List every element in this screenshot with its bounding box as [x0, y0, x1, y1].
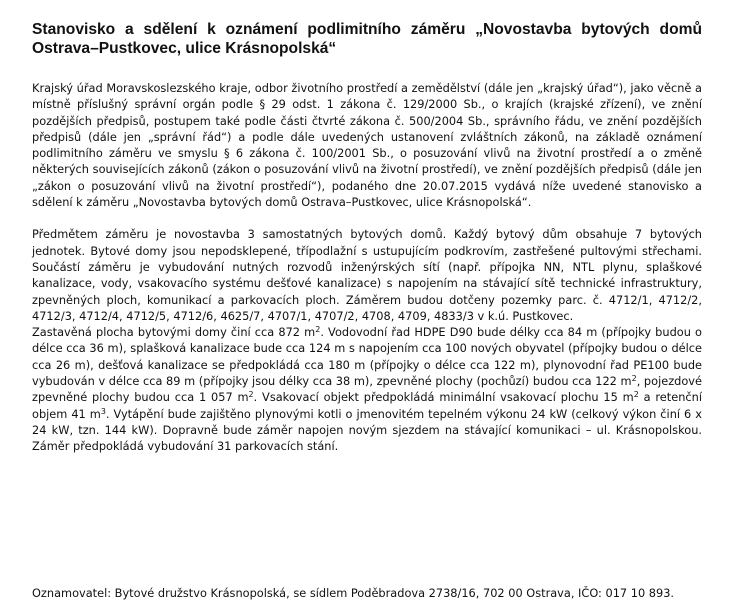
document-title: Stanovisko a sdělení k oznámení podlimitního záměru „Novostavba bytových domů Ostrava–Pustkovec, ulice Krásnopolská“ — [32, 21, 702, 57]
text-segment: . Vytápění bude zajištěno plynovými kotli o jmenovitém tepelném výkonu 24 kW (celkový výkon činí 6 x 24 kW, tzn. 144 kW). Dopravně bude záměr napojen novým sjezdem na stávající komunikaci – ul. Krásnopolskou. Záměr předpokládá vybudování 31 parkovacích stání. — [32, 406, 702, 454]
superscript: 3 — [100, 406, 106, 416]
superscript: 2 — [633, 390, 639, 400]
project-parameters-paragraph — [32, 324, 702, 454]
notifier-line: Oznamovatel: Bytové družstvo Krásnopolská, se sídlem Poděbradova 2738/16, 702 00 Ostrava, IČO: 017 10 893. — [32, 586, 675, 600]
superscript: 2 — [631, 374, 637, 384]
text-segment: , pojezdové zpevněné plochy budou cca 1 057 m — [32, 374, 702, 405]
text-segment: a retenční objem 41 m — [32, 390, 702, 421]
text-segment: . Vodovodní řad HDPE D90 bude délky cca 84 m (přípojky budou o délce cca 36 m), splašková kanalizace bude cca 124 m s napojením cca 100 nových obyvatel (přípojky budou o délce cca 26 m), dešťová kanalizace se předpokládá cca 180 m (přípojky o délce cca 122 m), plynovodní řad PE100 bude vybudován v délce cca 89 m (přípojky jsou délky cca 38 m), zpevněné plochy (pochůzí) budou cca 122 m — [32, 325, 702, 389]
text-segment: . Vsakovací objekt předpokládá minimální vsakovací plochu 15 m — [253, 390, 634, 405]
intro-paragraph: Krajský úřad Moravskoslezského kraje, odbor životního prostředí a zemědělství (dále jen „krajský úřad“), jako věcně a místně příslušný správní orgán podle § 29 odst. 1 zákona č. 129/2000 Sb., o krajích (krajské zřízení), ve znění pozdějších předpisů, postupem také podle části čtvrté zákona č. 500/2004 Sb., správního řádu, ve znění pozdějších předpisů (dále jen „správní řád“) a podle dále uvedených ustanovení zvláštních zákonů, na základě oznámení podlimitního záměru ve smyslu § 6 zákona č. 100/2001 Sb., o posuzování vlivů na životní prostředí a o změně některých souvisejících zákonů (zákon o posuzování vlivů na životní prostředí), ve znění pozdějších předpisů (dále jen „zákon o posuzování vlivů na životní prostředí“), podaného dne 20.07.2015 vydává níže uvedené stanovisko a sdělení k záměru „Novostavba bytových domů Ostrava–Pustkovec, ulice Krásnopolská“. — [32, 81, 702, 210]
superscript: 2 — [248, 390, 254, 400]
document-page — [32, 20, 702, 600]
text-segment: Zastavěná plocha bytovými domy činí cca 872 m — [32, 325, 316, 340]
project-description-paragraph: Předmětem záměru je novostavba 3 samostatných bytových domů. Každý bytový dům obsahuje 7 bytových jednotek. Bytové domy jsou nepodsklepené, třípodlažní s ustupujícím podkrovím, zastřešené pultovými střechami. Součástí záměru je vybudování nutných rozvodů inženýrských sítí (např. přípojka NN, NTL plynu, splaškové kanalizace, vody, vsakovacího systému dešťové kanalizace) s napojením na stávající sítě technické infrastruktury, zpevněných ploch, komunikací a parkovacích ploch. Záměrem budou dotčeny pozemky parc. č. 4712/1, 4712/2, 4712/3, 4712/4, 4712/5, 4712/6, 4625/7, 4707/1, 4707/2, 4708, 4709, 4833/3 v k.ú. Pustkovec. — [32, 227, 702, 323]
superscript: 2 — [315, 325, 321, 335]
